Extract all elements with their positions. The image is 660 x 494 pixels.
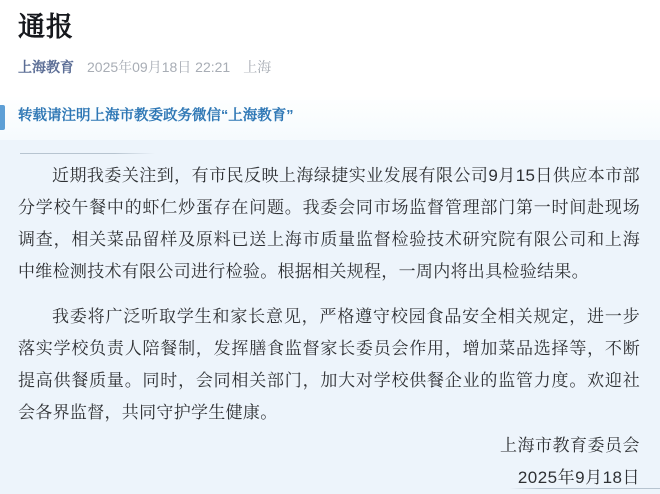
article-meta (18, 57, 640, 77)
article-header (0, 0, 660, 77)
bottom-divider-line (510, 488, 660, 489)
article-body (0, 140, 660, 494)
notice-accent-bar (0, 105, 5, 130)
signature-block (18, 430, 640, 494)
account-name-link[interactable]: 上海教育 (18, 59, 74, 75)
body-paragraph-2: 我委将广泛听取学生和家长意见，严格遵守校园食品安全相关规定，进一步落实学校负责人陪餐制，发挥膳食监督家长委员会作用，增加菜品选择等，不断提高供餐质量。同时，会同相关部门，加大对学校供餐企业的监管力度。欢迎社会各界监督，共同守护学生健康。 (18, 307, 640, 422)
page-title: 通报 (18, 12, 74, 42)
repost-notice (0, 97, 660, 140)
signature-organization: 上海市教育委员会 (500, 436, 640, 455)
top-divider-line (20, 153, 155, 154)
signature-date: 2025年9月18日 (517, 468, 640, 487)
publish-region: 上海 (243, 59, 272, 75)
repost-notice-text: 转载请注明上海市教委政务微信“上海教育” (18, 108, 294, 124)
publish-datetime: 2025年09月18日 22:21 (87, 59, 231, 75)
body-paragraph-1: 近期我委关注到，有市民反映上海绿捷实业发展有限公司9月15日供应本市部分学校午餐中的虾仁炒蛋存在问题。我委会同市场监督管理部门第一时间赴现场调查，相关菜品留样及原料已送上海市质量监督检验技术研究院有限公司和上海中维检测技术有限公司进行检验。根据相关规程，一周内将出具检验结果。 (18, 166, 640, 281)
